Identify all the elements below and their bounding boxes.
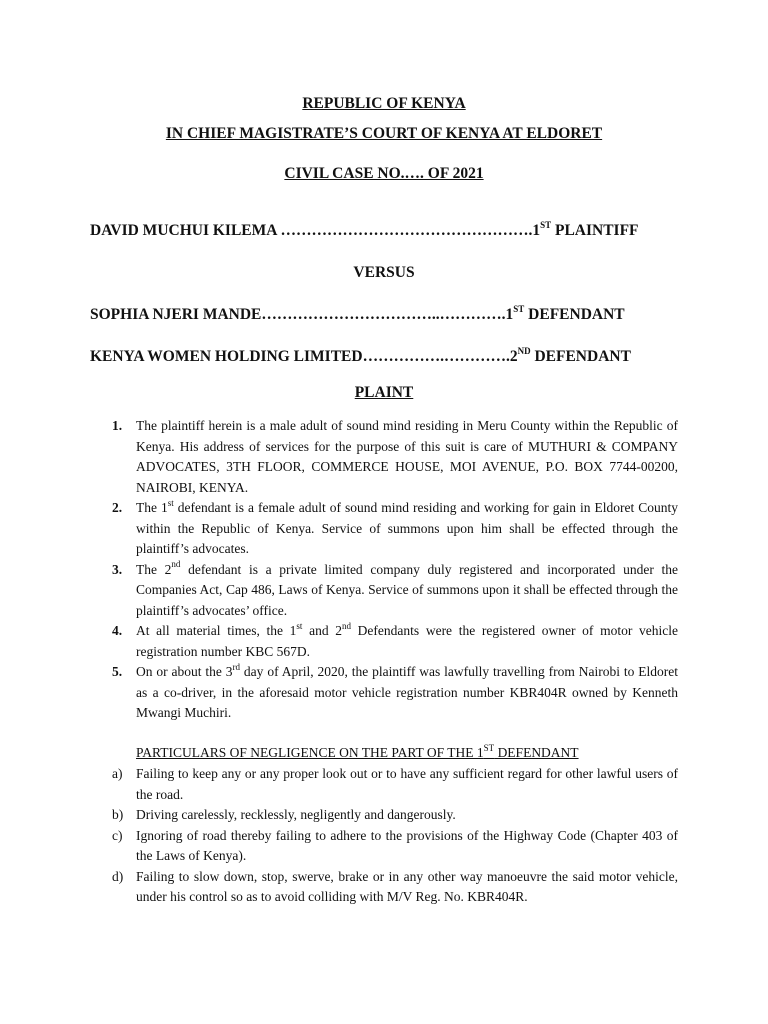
- plaintiff-name: DAVID MUCHUI KILEMA ………………………………………….1: [90, 222, 541, 239]
- paragraph-text: The plaintiff herein is a male adult of sound mind residing in Meru County within the Republic of Kenya. His address of services for the purpose of this suit is care of MUTHURI & COMPANY ADVOCATES, 3TH FLOOR, COMMERCE HOUSE, MOI AVENUE, P.O. BOX 7744-00200, NAIROBI, KENYA.: [136, 418, 678, 495]
- item-letter: a): [112, 766, 123, 781]
- heading-case-number: CIVIL CASE NO.…. OF 2021: [284, 165, 484, 182]
- item-letter: c): [112, 827, 123, 843]
- particulars-heading-text: PARTICULARS OF NEGLIGENCE ON THE PART OF THE 1: [136, 745, 484, 760]
- defendant2-role: DEFENDANT: [530, 348, 631, 365]
- paragraph-text: defendant is a private limited company duly registered and incorporated under the Companies Act, Cap 486, Laws of Kenya. Service of summons upon it shall be effected through the plaintiff’s advocates’ office.: [136, 561, 678, 618]
- defendant1-name: SOPHIA NJERI MANDE……………………………..………….1: [90, 306, 514, 323]
- paragraph-text: The 1: [136, 500, 168, 515]
- item-text: Ignoring of road thereby failing to adhere to the provisions of the Highway Code (Chapter 403 of the Laws of Kenya).: [136, 827, 678, 863]
- heading-republic: REPUBLIC OF KENYA: [302, 95, 466, 112]
- plaint-paragraphs: [112, 416, 678, 724]
- defendant1-ordinal: ST: [513, 303, 525, 314]
- paragraph-text: On or about the 3: [136, 664, 233, 679]
- ordinal-suffix: st: [167, 497, 174, 508]
- paragraph-3: [112, 560, 678, 622]
- item-text: Failing to slow down, stop, swerve, brake or in any other way manoeuvre the said motor vehicle, under his control so as to avoid colliding with M/V Reg. No. KBR404R.: [136, 868, 678, 904]
- particular-item-d: [112, 867, 678, 908]
- particulars-heading-text: DEFENDANT: [494, 745, 579, 760]
- defendant2-ordinal: ND: [517, 345, 531, 356]
- paragraph-number: 4.: [112, 623, 123, 638]
- paragraph-5: [112, 662, 678, 724]
- paragraph-number: 3.: [112, 561, 123, 577]
- paragraph-4: [112, 621, 678, 662]
- versus-label: VERSUS: [353, 264, 415, 281]
- paragraph-text: The 2: [136, 561, 172, 577]
- ordinal-suffix: st: [296, 620, 303, 631]
- paragraph-number: 5.: [112, 664, 123, 679]
- particular-item-a: [112, 764, 678, 805]
- ordinal-suffix: ST: [483, 742, 495, 753]
- plaintiff-ordinal: ST: [540, 219, 552, 230]
- item-text: Driving carelessly, recklessly, negligently and dangerously.: [136, 807, 456, 822]
- item-text: Failing to keep any or any proper look out or to have any sufficient regard for other lawful users of the road.: [136, 766, 678, 802]
- paragraph-text: defendant is a female adult of sound mind residing and working for gain in Eldoret County within the Republic of Kenya. Service of summons upon him shall be effected through the plaintiff’s advocates.: [136, 500, 678, 556]
- particulars-list: [112, 764, 678, 908]
- defendant1-role: DEFENDANT: [524, 306, 625, 323]
- party-defendant-2: [90, 347, 631, 367]
- particular-item-b: [112, 805, 678, 826]
- paragraph-text: day of April, 2020, the plaintiff was lawfully travelling from Nairobi to Eldoret as a co-driver, in the aforesaid motor vehicle registration number KBR404R owned by Kenneth Mwangi Muchiri.: [136, 664, 678, 720]
- party-plaintiff: [90, 221, 639, 241]
- ordinal-suffix: rd: [232, 661, 241, 672]
- plaintiff-role: PLAINTIFF: [551, 222, 639, 239]
- paragraph-2: [112, 498, 678, 560]
- ordinal-suffix: nd: [342, 620, 352, 631]
- item-letter: b): [112, 807, 124, 822]
- particular-item-c: [112, 826, 678, 867]
- paragraph-text: Defendants were the registered owner of motor vehicle registration number KBC 567D.: [136, 623, 678, 659]
- defendant2-name: KENYA WOMEN HOLDING LIMITED…………….………….2: [90, 348, 518, 365]
- ordinal-suffix: nd: [171, 559, 181, 569]
- party-defendant-1: [90, 305, 625, 325]
- paragraph-number: 2.: [112, 500, 123, 515]
- paragraph-text: At all material times, the 1: [136, 623, 297, 638]
- heading-court: IN CHIEF MAGISTRATE’S COURT OF KENYA AT ELDORET: [165, 125, 603, 142]
- particulars-heading: [136, 743, 579, 763]
- item-letter: d): [112, 868, 124, 884]
- paragraph-number: 1.: [112, 418, 123, 433]
- plaint-title: PLAINT: [354, 384, 414, 401]
- paragraph-1: [112, 416, 678, 498]
- paragraph-text: and 2: [302, 623, 343, 638]
